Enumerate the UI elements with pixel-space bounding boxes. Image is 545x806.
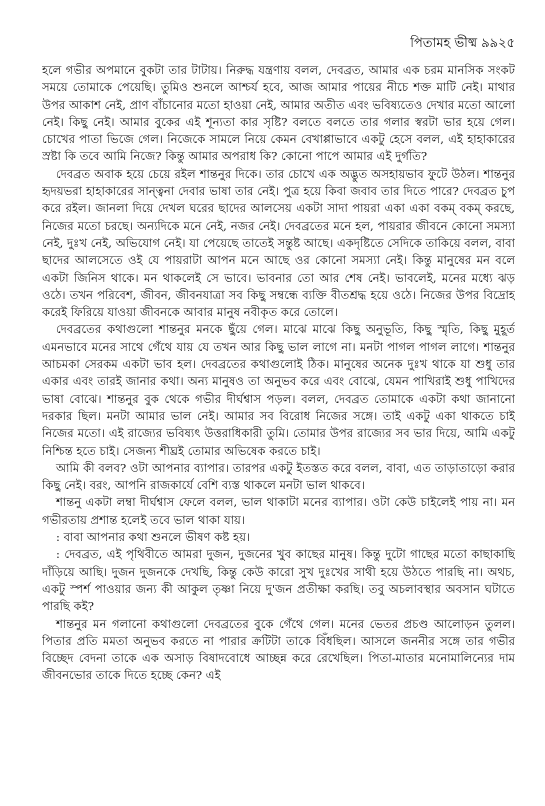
dialogue-line-1: : বাবা আপনার কথা শুনলে ভীষণ কষ্ট হয়।: [56, 530, 251, 545]
paragraph-5: শান্তনু একটা লম্বা দীর্ঘশ্বাস ফেলে বলল, ভাল থাকাটা মনের ব্যাপার। ওটা কেউ চাইলেই পায় না। মন গভীরতায় প্রশান্ত হলেই তবে ভাল থাকা যায়।: [42, 495, 515, 527]
paragraph-3: দেবব্রতের কথাগুলো শান্তনুর মনকে ছুঁয়ে গেল। মাঝে মাঝে কিছু অনুভূতি, কিছু স্মৃতি, কিছু মুহূর্ত এমনভাবে মনের সাথে গেঁথে যায় যে তখন আর কিছু ভাল লাগে না। মনটা পাগল পাগল লাগে। শান্তনুর আচমকা সেরকম একটা ভাব হল। দেবব্রতের কথাগুলোই ঠিক। মানুষের অনেক দুঃখ থাকে যা শুধু তার একার এবং তারই জানার কথা। অন্য মানুষও তা অনুভব করে এবং বোঝে, যেমন পাখিরাই শুধু পাখিদের ভাষা বোঝে। শান্তনুর বুক থেকে গভীর দীর্ঘশ্বাস পড়ল। বলল, দেবব্রত তোমাকে একটা কথা জানানো দরকার ছিল। মনটা আমার ভাল নেই। আমার সব বিরোধ নিজের সঙ্গে। তাই একটু একা থাকতে চাই নিজের মতো। এই রাজ্যের ভবিষ্যৎ উত্তরাধিকারী তুমি। তোমার উপর রাজ্যের সব ভার দিয়ে, আমি একটু নিশ্চিন্ত হতে চাই। সেজন্য শীঘ্রই তোমার অভিষেক করতে চাই।: [42, 322, 515, 458]
running-header: পিতামহ ভীষ্ম ৯৯২৫: [410, 36, 515, 51]
paragraph-2: দেবব্রত অবাক হয়ে চেয়ে রইল শান্তনুর দিকে। তার চোখে এক অদ্ভুত অসহায়ভাব ফুটে উঠল। শান্তনুর হৃদয়ভরা হাহাকারের সান্ত্বনা দেবার ভাষা তার নেই। পুত্র হয়ে কিবা জবাব তার দিতে পারে? দেবব্রত চুপ করে রইল। জানলা দিয়ে দেখল ঘরের ছাদের আলসেয় একটা সাদা পায়রা একা একা বকম্ বকম্ করছে, নিজের মতো চরছে। অন্যদিকে মনে নেই, নজর নেই। দেবব্রতের মনে হল, পায়রার জীবনে কোনো সমস্যা নেই, দুঃখ নেই, অভিযোগ নেই। যা পেয়েছে তাতেই সন্তুষ্ট আছে। একদৃষ্টিতে সেদিকে তাকিয়ে বলল, বাবা ছাদের আলসেতে ওই যে পায়রাটা আপন মনে আছে ওর কোনো সমস্যা নেই। কিন্তু মানুষের মন বলে একটা জিনিস থাকে। মন থাকলেই সে ভাবে। ভাবনার তো আর শেষ নেই। ভাবলেই, মনের মধ্যে ঝড় ওঠে। তখন পরিবেশ, জীবন, জীবনযাত্রা সব কিছু সম্বন্ধে ব্যক্তি বীতশ্রদ্ধ হয়ে ওঠে। নিজের উপর বিদ্রোহ করেই ফিরিয়ে যাওয়া জীবনকে আবার মানুষ নবীকৃত করে তোলে।: [42, 166, 515, 320]
paragraph-8: শান্তনুর মন গলানো কথাগুলো দেবব্রতের বুকে গেঁথে গেল। মনের ভেতর প্রচণ্ড আলোড়ন তুলল। পিতার প্রতি মমতা অনুভব করতে না পারার ক্রটিটা তাকে বিঁধছিল। আসলে জননীর সঙ্গে তার গভীর বিচ্ছেদ বেদনা তাকে এক অসাড় বিষাদবোধে আচ্ছন্ন করে রেখেছিল। পিতা-মাতার মনোমালিন্যের দাম জীবনভোর তাকে দিতে হচ্ছে কেন? এই: [42, 616, 515, 683]
dialogue-line-2: : দেবব্রত, এই পৃথিবীতে আমরা দুজন, দুজনের খুব কাছের মানুষ। কিন্তু দুটো গাছের মতো কাছাকাছি দাঁড়িয়ে আছি। দুজন দুজনকে দেখছি, কিন্তু কেউ কারো সুখ দুঃখের সাথী হয়ে উঠতে পারছি না। অথচ, একটু স্পর্শ পাওয়ার জন্য কী আকুল তৃষ্ণা নিয়ে দু'জন প্রতীক্ষা করছি। তবু অচলাবস্থার অবসান ঘটাতে পারছি কই?: [42, 547, 515, 614]
paragraph-1: হলে গভীর অপমানে বুকটা তার টাটায়। নিরুদ্ধ যন্ত্রণায় বলল, দেবব্রত, আমার এক চরম মানসিক সংকট সময়ে তোমাকে পেয়েছি। তুমিও শুনলে আশ্চর্য হবে, আজ আমার পায়ের নীচে শক্ত মাটি নেই। মাথার উপর আকাশ নেই, প্রাণ বাঁচানোর মতো হাওয়া নেই, আমার অতীত এবং ভবিষ্যতেও দেখার মতো আলো নেই। কিছু নেই। আমার বুকের এই শূন্যতা কার সৃষ্টি? বলতে বলতে তার গলার স্বরটা ভার হয়ে গেল। চোখের পাতা ভিজে গেল। নিজেকে সামলে নিয়ে কেমন বেখাপ্পাভাবে একটু হেসে বলল, এই হাহাকারের স্রষ্টা কি তবে আমি নিজে? কিন্তু আমার অপরাধ কি? কোনো পাপে আমার এই দুর্গতি?: [42, 63, 515, 164]
paragraph-4: আমি কী বলব? ওটা আপনার ব্যাপার। তারপর একটু ইতস্তত করে বলল, বাবা, এত তাড়াতাড়ো করার কিছু নেই। বরং, আপনি রাজকার্যে বেশি ব্যস্ত থাকলে মনটা ভাল থাকবে।: [42, 460, 515, 493]
body-text: [42, 62, 515, 806]
